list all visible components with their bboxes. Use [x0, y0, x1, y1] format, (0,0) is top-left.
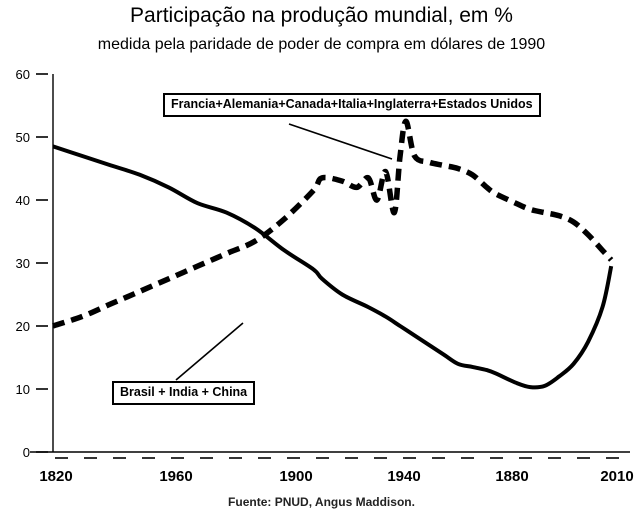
series-line-developed	[53, 121, 611, 326]
x-tick-label: 1900	[279, 468, 313, 485]
y-tick-label: 40	[15, 193, 30, 208]
y-tick-label: 0	[22, 445, 30, 460]
y-tick-label: 10	[15, 382, 30, 397]
x-tick-label: 1820	[39, 468, 73, 485]
legend-label-developed: Francia+Alemania+Canada+Italia+Inglaterra+Estados Unidos	[163, 93, 541, 117]
chart-subtitle: medida pela paridade de poder de compra em dólares de 1990	[97, 36, 546, 53]
x-tick-label: 2010	[600, 468, 634, 485]
x-tick-label: 1940	[387, 468, 421, 485]
y-tick-marks	[36, 74, 48, 452]
chart-title: Participação na produção mundial, em %	[130, 4, 513, 27]
y-tick-labels	[16, 67, 30, 460]
legend-leader-line-dashed	[289, 124, 392, 159]
y-tick-label: 30	[15, 256, 30, 271]
series-layer	[53, 121, 611, 387]
legend-leader-line-solid	[176, 323, 243, 380]
chart-source-note: Fuente: PNUD, Angus Maddison.	[228, 495, 415, 509]
y-tick-label: 50	[15, 130, 30, 145]
x-tick-label: 1880	[495, 468, 529, 485]
series-line-emerging	[53, 146, 611, 387]
x-tick-labels	[39, 468, 633, 485]
y-tick-label: 20	[15, 319, 30, 334]
x-tick-label: 1960	[159, 468, 193, 485]
y-tick-label: 60	[15, 67, 30, 82]
legend-label-emerging: Brasil + India + China	[112, 381, 255, 405]
